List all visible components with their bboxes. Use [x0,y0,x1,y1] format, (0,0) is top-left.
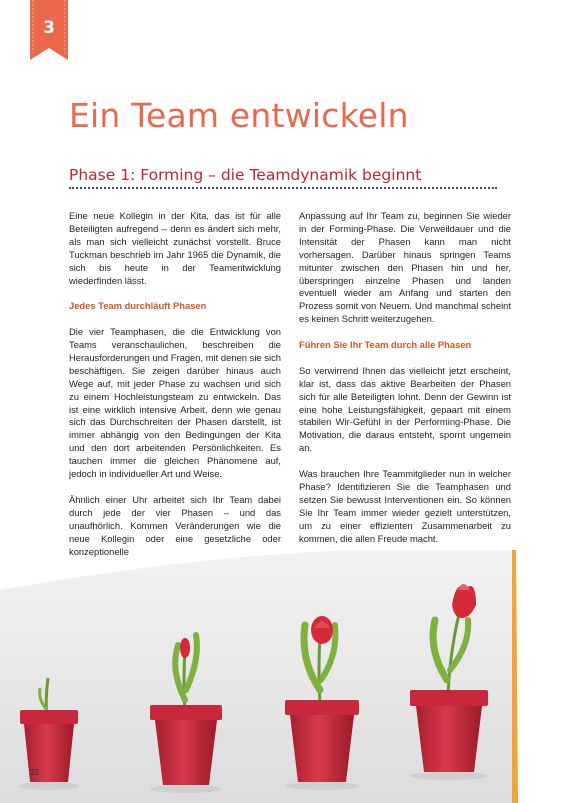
tulip-pots-photo [0,550,566,803]
chapter-ribbon [30,0,68,60]
right-column [299,210,511,558]
body-paragraph: Die vier Teamphasen, die die Entwicklung von Teams veranschaulichen, beschreiben die Herausforderungen und Fragen, mit denen sie sich beschäftigen. Sie zeigen darüber hinaus auch Wege auf, mit jeder Phase zu wachsen und sich zu einem Hochleistungsteam zu entwickeln. Das ist eine wirklich intensive Arbeit, denn wie genau sich das Durchschreiten der Phasen darstellt, ist immer abhängig von den Bedingungen der Kita und den dort arbeitenden Persönlichkeiten. Es tauchen immer die gleichen Phänomene auf, jedoch in individueller Art und Weise. [69,326,281,480]
body-paragraph: So verwirrend Ihnen das vielleicht jetzt erscheint, klar ist, dass das aktive Bearbeiten der Phasen sich für alle Beteiligten lohnt. Denn der Gewinn ist eine hohe Leistungsfähigkeit, gepaart mit einem stabilen Wir-Gefühl in der Performing-Phase. Die Motivation, die daraus entsteht, spornt ungemein an. [299,364,511,454]
page-number: 22 [30,768,39,777]
page-title: Ein Team entwickeln [69,96,409,135]
chapter-number: 3 [43,18,55,38]
left-column [69,210,281,571]
body-paragraph: Ähnlich einer Uhr arbeitet sich Ihr Team dabei durch jede der vier Phasen – und das unaufhörlich. Kommen Veränderungen wie die neue Kollegin oder eine gesetzliche oder konzeptionelle [69,493,281,557]
section-divider [69,187,497,189]
subheading-phases: Jedes Team durchläuft Phasen [69,300,207,312]
section-heading: Phase 1: Forming – die Teamdynamik beginnt [69,166,422,184]
body-paragraph: Anpassung auf Ihr Team zu, beginnen Sie wieder in der Forming-Phase. Die Verweildauer und die Intensität der Phasen kann man nicht vorhersagen. Darüber hinaus springen Teams mitunter zwischen den Phasen hin und her, überspringen einzelne Phasen und landen eventuell wieder am Anfang und starten den Prozess somit von Neuem. Und manchmal scheint es keinen Schritt weiterzugehen. [299,210,511,325]
subheading-lead: Führen Sie Ihr Team durch alle Phasen [299,339,472,351]
page-edge-accent [512,550,518,803]
body-paragraph: Was brauchen Ihre Teammitglieder nun in welcher Phase? Identifizieren Sie die Teamphasen und setzen Sie bewusst Interventionen ein. So können Sie Ihr Team immer wieder gezielt unterstützen, um zu einer effizienten Zusammenarbeit zu kommen, die allen Freude macht. [299,468,511,544]
intro-paragraph: Eine neue Kollegin in der Kita, das ist für alle Beteiligten aufregend – denn es ändert sich mehr, als man sich vielleicht zunächst vorstellt. Bruce Tuckman beschrieb im Jahr 1965 die Dynamik, die sich bis heute in der Teamentwicklung wiederfinden lässt. [69,210,281,286]
